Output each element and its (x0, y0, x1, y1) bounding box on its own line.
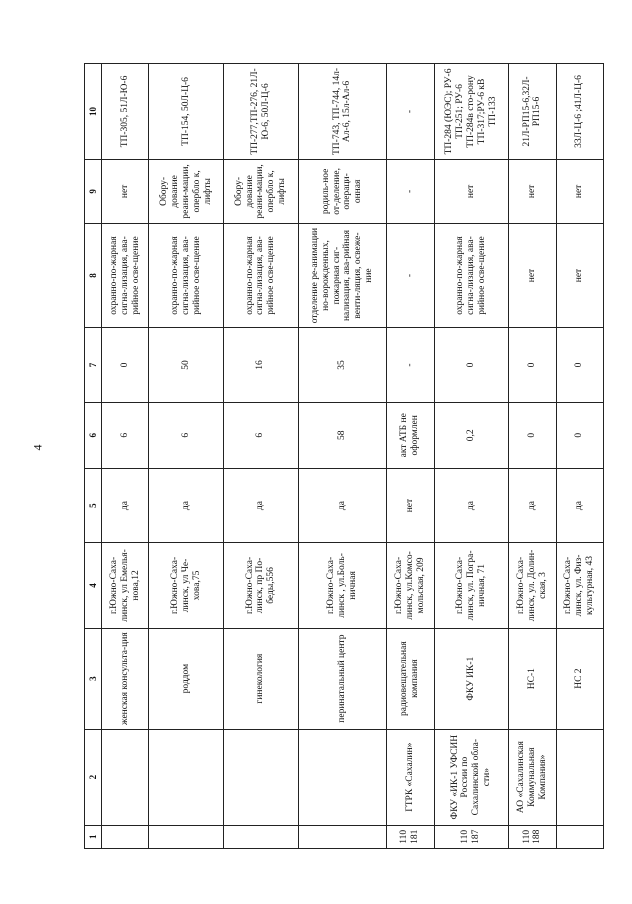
table-cell: ФКУ ИК-1 (434, 628, 509, 729)
table-cell: - (387, 64, 434, 160)
table-cell: 6 (224, 402, 299, 468)
col-header: 5 (85, 468, 102, 543)
table-cell (149, 729, 224, 825)
col-header: 6 (85, 402, 102, 468)
table-cell: Обору-дование реани-мации, оперблo к, лифты (149, 159, 224, 223)
table-cell (224, 825, 299, 848)
table-row (102, 64, 149, 849)
table-row (434, 64, 509, 849)
col-header: 7 (85, 328, 102, 403)
table-cell: да (556, 468, 603, 543)
table-cell (149, 825, 224, 848)
table-cell (556, 825, 603, 848)
table-cell: 0 (102, 328, 149, 403)
table-cell: 110188 (509, 825, 556, 848)
table-cell: охранно-по-жарная сигна-лизация, ава-рийное осве-щение (434, 223, 509, 327)
table-cell: нет (556, 223, 603, 327)
data-table (84, 63, 604, 849)
col-header: 3 (85, 628, 102, 729)
table-cell: да (298, 468, 386, 543)
table-cell: ТП-154, 50Л-Ц-6 (149, 64, 224, 160)
table-cell: перинатальный центр (298, 628, 386, 729)
table-cell (102, 729, 149, 825)
table-cell: ГТРК «Сахалин» (387, 729, 434, 825)
table-cell: охранно-по-жарная сигна-лизация, ава-рийное осве-щение (224, 223, 299, 327)
table-cell: нет (556, 159, 603, 223)
col-header: 2 (85, 729, 102, 825)
table-cell: г.Южно-Саха-линск, ул Емелья-нова,12 (102, 543, 149, 628)
table-cell: охранно-по-жарная сигна-лизация, ава-рийное осве-щение (102, 223, 149, 327)
table-cell (298, 729, 386, 825)
table-cell (298, 825, 386, 848)
table-row (509, 64, 556, 849)
table-cell: радиовещательная компания (387, 628, 434, 729)
table-cell: ТП-743, ТП-744, 14л-Ал-6, 15л-Ал-6 (298, 64, 386, 160)
table-cell: 110181 (387, 825, 434, 848)
table-cell: нет (102, 159, 149, 223)
table-cell: нет (509, 159, 556, 223)
table-cell: родиль-ное от-деление, операци-онная (298, 159, 386, 223)
table-cell: 110187 (434, 825, 509, 848)
table-cell: отделение ре-анимации но-ворожденных, пожарная сиг-нализация, ава-рийная венти-ляция, освеже-ние (298, 223, 386, 327)
table-cell: ТП-284 (ЮЭС); РУ-6 ТП-251; РУ-6 ТП-284в сто-рону ТП-317;РУ-6 кВ ТП-133 (434, 64, 509, 160)
table-row (387, 64, 434, 849)
table-cell: нет (509, 223, 556, 327)
table-cell: охранно-по-жарная сигна-лизация, ава-рийное осве-щение (149, 223, 224, 327)
table-row (149, 64, 224, 849)
table-cell: НС 2 (556, 628, 603, 729)
table-cell: 35 (298, 328, 386, 403)
table-cell: 0 (434, 328, 509, 403)
col-header: 10 (85, 64, 102, 160)
table-cell: - (387, 159, 434, 223)
table-cell: да (509, 468, 556, 543)
table-cell (556, 729, 603, 825)
table-cell: 16 (224, 328, 299, 403)
table-cell (224, 729, 299, 825)
table-cell: да (434, 468, 509, 543)
table-cell: г.Южно-Саха-линск, ул.Комсо-мольская, 209 (387, 543, 434, 628)
table-cell: г.Южно-Саха-линск , ул.Боль-ничная (298, 543, 386, 628)
table-cell: да (149, 468, 224, 543)
table-row (556, 64, 603, 849)
table-cell: да (102, 468, 149, 543)
table-cell: ФКУ «ИК-1 УФСИН России по Сахалинской обла-сти» (434, 729, 509, 825)
table-cell: ТП-305, 51Л-Ю-6 (102, 64, 149, 160)
table-cell: роддом (149, 628, 224, 729)
table-cell: 0,2 (434, 402, 509, 468)
table-cell: Обору-дование реани-мации, оперблo к, лифты (224, 159, 299, 223)
table-cell: 0 (509, 328, 556, 403)
col-header: 4 (85, 543, 102, 628)
header-row (85, 64, 102, 849)
table-row (224, 64, 299, 849)
table-cell: 21Л-РП15-6,32Л-РП15-6 (509, 64, 556, 160)
table-cell: нет (387, 468, 434, 543)
table-cell: 0 (556, 328, 603, 403)
table-cell: 50 (149, 328, 224, 403)
table-cell: г.Южно-Саха-линск, ул. Погра-ничная, 71 (434, 543, 509, 628)
table-cell: 6 (102, 402, 149, 468)
table-cell: ТП-277,ТП-276, 21Л-Ю-6, 50Л-Ц-6 (224, 64, 299, 160)
document-table-region (84, 63, 604, 849)
table-cell: акт АТБ не оформлен (387, 402, 434, 468)
table-cell: женская консульта-ция (102, 628, 149, 729)
table-cell (102, 825, 149, 848)
table-cell: 58 (298, 402, 386, 468)
table-cell: да (224, 468, 299, 543)
table-cell: г.Южно-Саха-линск, ул Че-хова,75 (149, 543, 224, 628)
table-cell: нет (434, 159, 509, 223)
table-cell: гинекология (224, 628, 299, 729)
col-header: 1 (85, 825, 102, 848)
table-cell: г.Южно-Саха-линск, пр По-беды,556 (224, 543, 299, 628)
table-cell: - (387, 223, 434, 327)
page-number: 4 (30, 444, 45, 451)
table-cell: АО «Сахалинская Коммунальная Компания» (509, 729, 556, 825)
table-cell: - (387, 328, 434, 403)
table-cell: НС-1 (509, 628, 556, 729)
table-cell: 33Л-Ц-6 ;41Л-Ц-6 (556, 64, 603, 160)
col-header: 9 (85, 159, 102, 223)
table-cell: г.Южно-Саха-линск, ул. Физ-культурная, 43 (556, 543, 603, 628)
table-row (298, 64, 386, 849)
table-cell: 6 (149, 402, 224, 468)
table-cell: 0 (509, 402, 556, 468)
col-header: 8 (85, 223, 102, 327)
table-cell: 0 (556, 402, 603, 468)
table-cell: г.Южно-Саха-линск, ул. Долин-ская, 3 (509, 543, 556, 628)
